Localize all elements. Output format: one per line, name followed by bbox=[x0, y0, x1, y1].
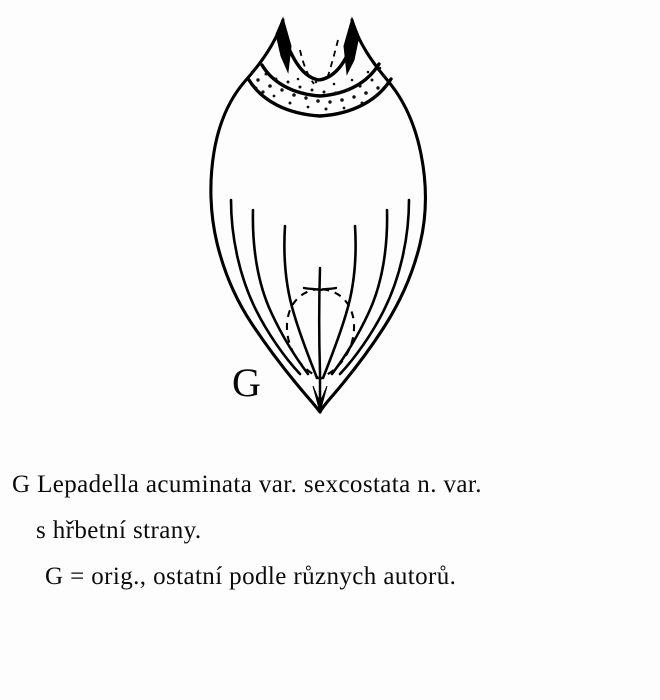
caption-line-1: G Lepadella acuminata var. sexcostata n. var. bbox=[12, 471, 482, 498]
figure-caption bbox=[0, 462, 660, 600]
anterior-notch-edge bbox=[287, 44, 352, 80]
caption-line-3: G = orig., ostatní podle různych autorů. bbox=[45, 563, 457, 590]
rib-4-inner-right bbox=[323, 226, 356, 378]
rib-3-inner-left bbox=[284, 226, 317, 378]
figure-label-g: G bbox=[232, 360, 261, 405]
lorica-outline-left bbox=[211, 20, 320, 412]
caption-line-2: s hřbetní strany. bbox=[36, 517, 202, 544]
